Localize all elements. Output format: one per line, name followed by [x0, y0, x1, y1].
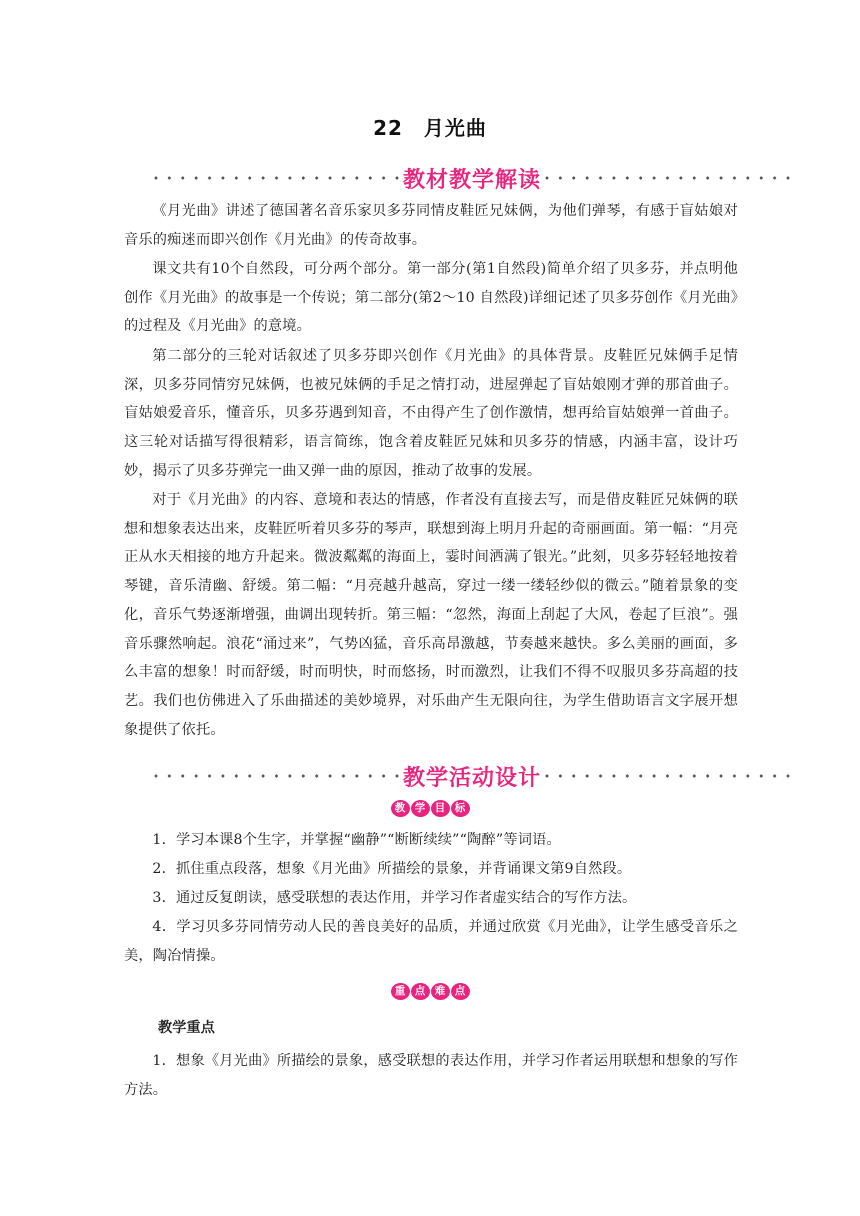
goal-item: 1．学习本课8个生字，并掌握“幽静”“断断续续”“陶醉”等词语。	[152, 832, 561, 848]
badge-char: 教	[391, 800, 410, 817]
body-paragraph: 课文共有10个自然段，可分两个部分。第一部分(第1自然段)简单介绍了贝多芬，并点明他创作《月光曲》的故事是一个传说；第二部分(第2～10 自然段)详细记述了贝多芬创作《月光曲》的过程及《月光曲》的意境。	[124, 261, 738, 335]
dotted-divider	[152, 176, 401, 180]
badge-key-difficult-points	[0, 983, 860, 1000]
badge-char: 点	[451, 983, 470, 1000]
goal-item: 2．抓住重点段落，想象《月光曲》所描绘的景象，并背诵课文第9自然段。	[152, 861, 632, 877]
badge-char: 学	[411, 800, 430, 817]
body-paragraph: 《月光曲》讲述了德国著名音乐家贝多芬同情皮鞋匠兄妹俩，为他们弹琴，有感于盲姑娘对音乐的痴迷而即兴创作《月光曲》的传奇故事。	[124, 203, 738, 248]
keypoint-item: 1．想象《月光曲》所描绘的景象，感受联想的表达作用，并学习作者运用联想和想象的写作方法。	[124, 1053, 738, 1098]
section-banner-activity	[152, 761, 792, 791]
badge-char: 标	[451, 800, 470, 817]
body-paragraph: 对于《月光曲》的内容、意境和表达的情感，作者没有直接去写，而是借皮鞋匠兄妹俩的联想和想象表达出来，皮鞋匠听着贝多芬的琴声，联想到海上明月升起的奇丽画面。第一幅：“月亮正从水天相接的地方升起来。微波粼粼的海面上，霎时间洒满了银光。”此刻，贝多芬轻轻地按着琴键，音乐清幽、舒缓。第二幅：“月亮越升越高，穿过一缕一缕轻纱似的微云。”随着景象的变化，音乐气势逐渐增强，曲调出现转折。第三幅：“忽然，海面上刮起了大风，卷起了巨浪”。强音乐骤然响起。浪花“涌过来”，气势凶猛，音乐高昂激越，节奏越来越快。多么美丽的画面，多么丰富的想象！时而舒缓，时而明快，时而悠扬，时而激烈，让我们不得不叹服贝多芬高超的技艺。我们也仿佛进入了乐曲描述的美妙境界，对乐曲产生无限向往，为学生借助语言文字展开想象提供了依托。	[124, 492, 738, 738]
badge-char: 点	[411, 983, 430, 1000]
subheading: 教学重点	[158, 1020, 215, 1036]
section-heading: 教学活动设计	[403, 765, 542, 791]
page-title: 22 月光曲	[373, 116, 487, 140]
badge-char: 难	[431, 983, 450, 1000]
goal-item: 4．学习贝多芬同情劳动人民的善良美好的品质，并通过欣赏《月光曲》，让学生感受音乐之美，陶冶情操。	[124, 919, 738, 964]
goal-item: 3．通过反复朗读，感受联想的表达作用，并学习作者虚实结合的写作方法。	[152, 890, 637, 906]
dotted-divider	[152, 774, 401, 778]
badge-teaching-goals	[0, 800, 860, 817]
dotted-divider	[543, 176, 792, 180]
dotted-divider	[543, 774, 792, 778]
section-heading: 教材教学解读	[403, 167, 542, 193]
body-paragraph: 第二部分的三轮对话叙述了贝多芬即兴创作《月光曲》的具体背景。皮鞋匠兄妹俩手足情深，贝多芬同情穷兄妹俩，也被兄妹俩的手足之情打动，进屋弹起了盲姑娘刚才弹的那首曲子。盲姑娘爱音乐，懂音乐，贝多芬遇到知音，不由得产生了创作激情，想再给盲姑娘弹一首曲子。这三轮对话描写得很精彩，语言简练，饱含着皮鞋匠兄妹和贝多芬的情感，内涵丰富，设计巧妙，揭示了贝多芬弹完一曲又弹一曲的原因，推动了故事的发展。	[124, 348, 738, 479]
badge-char: 重	[391, 983, 410, 1000]
badge-char: 目	[431, 800, 450, 817]
section-banner-reading	[152, 163, 792, 193]
